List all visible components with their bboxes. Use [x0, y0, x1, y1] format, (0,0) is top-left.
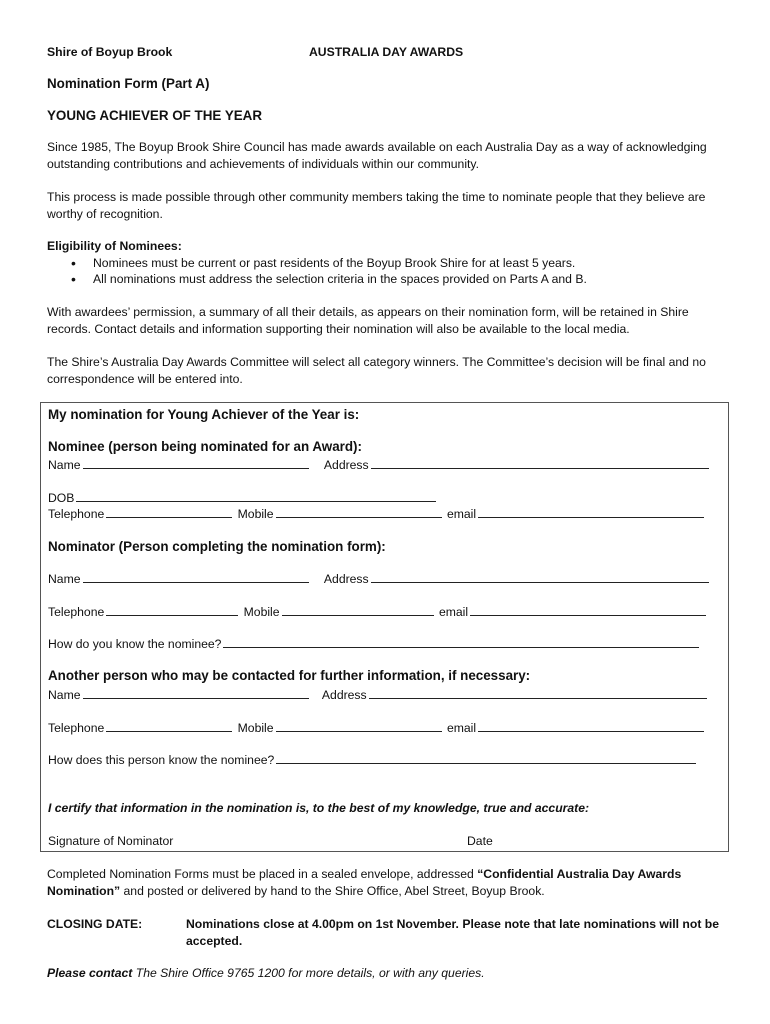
nomination-form-box: [40, 402, 729, 852]
nominator-heading: Nominator (Person completing the nomination form):: [48, 539, 386, 554]
permission-note: With awardees’ permission, a summary of all their details, as appears on their nomination form, will be retained in Shire records. Contact details and information supporting their nomination will also be available to the local media.: [47, 305, 689, 336]
nominator-mobile-label: Mobile: [243, 605, 280, 619]
intro-paragraph-2: This process is made possible through other community members taking the time to nominate people that they believe are worthy of recognition.: [47, 190, 706, 221]
contact-question-field[interactable]: [276, 751, 696, 764]
eligibility-heading: Eligibility of Nominees:: [47, 239, 182, 253]
nominator-question-field[interactable]: [223, 635, 699, 648]
committee-note: The Shire’s Australia Day Awards Committee will select all category winners. The Committee’s decision will be final and no correspondence will be entered into.: [47, 355, 706, 386]
certify-statement: I certify that information in the nomination is, to the best of my knowledge, true and accurate:: [48, 801, 590, 815]
contact-address-field[interactable]: [369, 686, 707, 699]
nominator-email-label: email: [438, 605, 469, 619]
contact-telephone-label: Telephone: [48, 721, 105, 735]
contact-footer-rest: The Shire Office 9765 1200 for more details, or with any queries.: [132, 966, 485, 980]
contact-mobile-field[interactable]: [276, 719, 442, 732]
contact-footer: [47, 965, 727, 982]
nominator-telephone-field[interactable]: [106, 603, 238, 616]
contact-mobile-label: Mobile: [237, 721, 274, 735]
nominator-name-row: [48, 570, 711, 588]
nominee-telephone-field[interactable]: [106, 505, 232, 518]
nominator-email-field[interactable]: [470, 603, 706, 616]
category-title: YOUNG ACHIEVER OF THE YEAR: [47, 108, 263, 123]
nominee-phone-row: [48, 505, 706, 523]
list-item: • All nominations must address the selection criteria in the spaces provided on Parts A and B.: [47, 271, 727, 288]
contact-name-row: [48, 686, 709, 704]
submission-suffix: and posted or delivered by hand to the Shire Office, Abel Street, Boyup Brook.: [120, 883, 545, 898]
nominee-dob-field[interactable]: [76, 489, 436, 502]
contact-address-label: Address: [321, 688, 367, 702]
nominee-telephone-label: Telephone: [48, 507, 105, 521]
contact-question-row: [48, 751, 698, 769]
nominator-question-row: [48, 635, 701, 653]
contact-phone-row: [48, 719, 706, 737]
nominator-address-field[interactable]: [371, 570, 709, 583]
nominator-telephone-label: Telephone: [48, 605, 105, 619]
submission-instructions: [47, 866, 727, 899]
nominee-name-row: [48, 456, 711, 474]
contact-email-label: email: [446, 721, 477, 735]
nominee-name-field[interactable]: [83, 456, 309, 469]
form-box-title: My nomination for Young Achiever of the Year is:: [48, 407, 360, 422]
date-label: Date: [467, 834, 493, 848]
nominator-mobile-field[interactable]: [282, 603, 434, 616]
nominator-question-label: How do you know the nominee?: [48, 637, 222, 651]
nominator-address-label: Address: [323, 572, 369, 586]
eligibility-section: [47, 238, 727, 288]
nominee-address-field[interactable]: [371, 456, 709, 469]
nominee-heading: Nominee (person being nominated for an Award):: [48, 439, 362, 454]
nominator-name-field[interactable]: [83, 570, 309, 583]
contact-name-label: Name: [48, 688, 81, 702]
nominee-dob-row: [48, 489, 438, 507]
nominee-address-label: Address: [323, 458, 369, 472]
contact-name-field[interactable]: [83, 686, 309, 699]
nominee-email-label: email: [446, 507, 477, 521]
closing-date-text: Nominations close at 4.00pm on 1st November. Please note that late nominations will not be accepted.: [186, 917, 719, 948]
signature-label: Signature of Nominator: [48, 834, 174, 848]
submission-prefix: Completed Nomination Forms must be placed in a sealed envelope, addressed: [47, 867, 478, 881]
nominee-name-label: Name: [48, 458, 81, 472]
nominee-mobile-field[interactable]: [276, 505, 442, 518]
contact-footer-bold: Please contact: [47, 966, 133, 980]
eligibility-list: [47, 255, 727, 288]
nominator-name-label: Name: [48, 572, 81, 586]
contact-email-field[interactable]: [478, 719, 704, 732]
contact-telephone-field[interactable]: [106, 719, 232, 732]
nominator-phone-row: [48, 603, 708, 621]
nominee-mobile-label: Mobile: [237, 507, 274, 521]
nominee-dob-label: DOB: [48, 491, 75, 505]
form-title: Nomination Form (Part A): [47, 76, 210, 91]
list-item: • Nominees must be current or past residents of the Boyup Brook Shire for at least 5 years.: [47, 255, 727, 272]
contact-question-label: How does this person know the nominee?: [48, 753, 275, 767]
shire-name: Shire of Boyup Brook: [47, 45, 173, 59]
submission-address: “Confidential Australia Day Awards Nomination”: [47, 867, 682, 898]
closing-date-label: CLOSING DATE:: [47, 917, 143, 931]
intro-paragraph-1: Since 1985, The Boyup Brook Shire Council has made awards available on each Australia Day as a way of acknowledging outstanding contributions and achievements of individuals within our community.: [47, 140, 707, 171]
nominee-email-field[interactable]: [478, 505, 704, 518]
awards-title: AUSTRALIA DAY AWARDS: [309, 45, 464, 59]
contact-heading: Another person who may be contacted for further information, if necessary:: [48, 668, 531, 683]
